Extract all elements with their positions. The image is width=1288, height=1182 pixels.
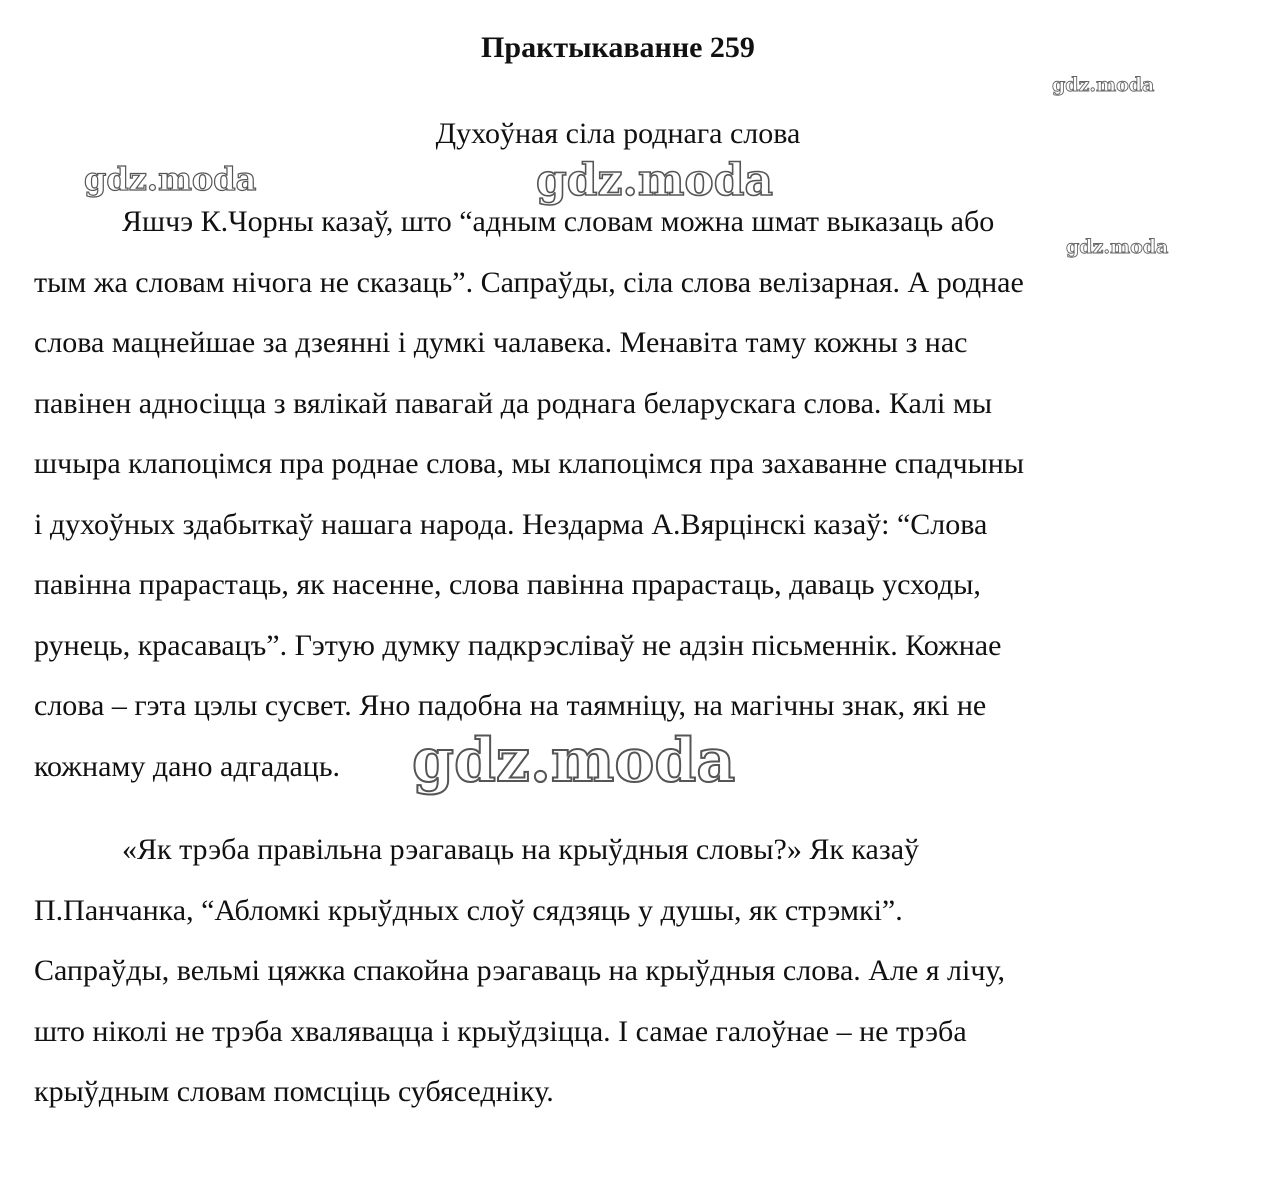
text-line: шчыра клапоцімся пра роднае слова, мы клапоцімся пра захаванне спадчыны [34, 447, 1025, 480]
text-line: Сапраўды, вельмі цяжка спакойна рэагаваць на крыўдныя слова. Але я лічу, [34, 954, 1005, 987]
text-line: слова – гэта цэлы сусвет. Яно падобна на таямніцу, на магічны знак, які не [34, 689, 987, 722]
text-line: кожнаму дано адгадаць. [34, 749, 341, 783]
text-line: Яшчэ К.Чорны казаў, што “адным словам можна шмат выказаць або [122, 205, 995, 238]
text-line: тым жа словам нічога не сказаць”. Сапраўды, сіла слова велізарная. А роднае [34, 265, 1024, 299]
text-line: П.Панчанка, “Абломкі крыўдных слоў сядзяць у душы, як стрэмкі”. [34, 893, 903, 927]
text-line: слова мацнейшае за дзеянні і думкі чалавека. Менавіта таму кожны з нас [34, 326, 968, 359]
text-line: павінен адносіцца з вялікай павагай да роднага беларускага слова. Калі мы [34, 386, 993, 420]
text-line: рунець, красавацъ”. Гэтую думку падкрэсліваў не адзін пісьменнік. Кожнае [34, 628, 1002, 662]
paragraph-1 [34, 192, 1024, 797]
watermark: gdz.moda [1052, 74, 1155, 96]
text-line: «Як трэба правільна рэагаваць на крыўдныя словы?» Як казаў [122, 833, 920, 866]
exercise-title: Практыкаванне 259 [481, 31, 755, 64]
text-line: крыўдным словам помсціць субяседніку. [34, 1075, 554, 1108]
text-line: і духоўных здабыткаў нашага народа. Нездарма А.Вярцінскі казаў: “Слова [34, 507, 988, 541]
essay-title: Духоўная сіла роднага слова [435, 117, 801, 150]
paragraph-2 [34, 820, 1005, 1123]
watermark: gdz.moda [84, 160, 257, 198]
watermark: gdz.moda [1066, 236, 1169, 258]
text-line: што ніколі не трэба хваляваццa і крыўдзіцца. І самае галоўнае – не трэба [34, 1014, 967, 1048]
watermark: gdz.moda [412, 726, 736, 796]
text-line: павінна прарастаць, як насенне, слова павінна прарастаць, даваць усходы, [34, 568, 981, 601]
watermark: gdz.moda [536, 155, 774, 206]
